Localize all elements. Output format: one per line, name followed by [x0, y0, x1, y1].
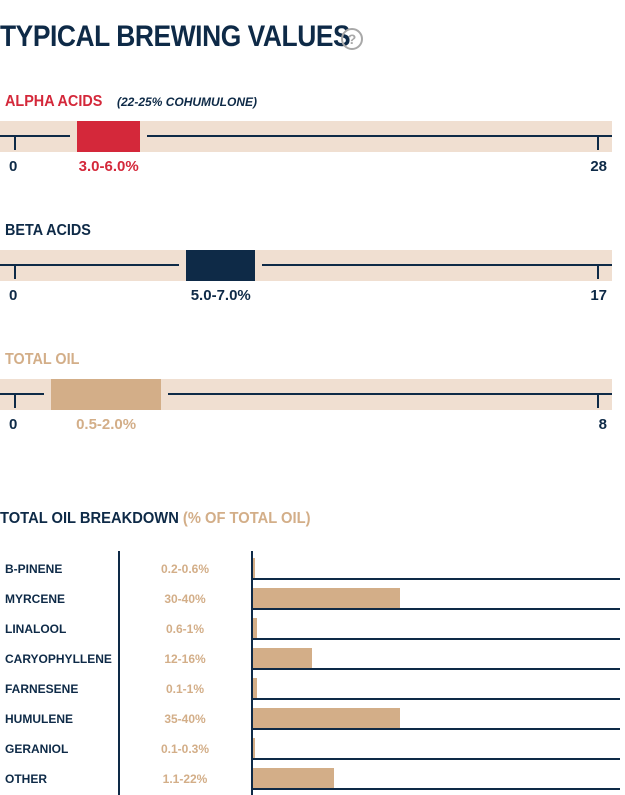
page-title: TYPICAL BREWING VALUES	[0, 20, 351, 53]
oil-range-label: 0.1-0.3%	[160, 742, 210, 756]
total-oil-max-label: 8	[598, 416, 607, 433]
oil-row-baseline	[253, 758, 620, 760]
beta-acids-label: BETA ACIDS	[5, 222, 91, 239]
oil-row-baseline	[253, 608, 620, 610]
oil-bar	[253, 768, 334, 788]
oil-range-label: 0.6-1%	[165, 622, 205, 636]
oil-name-label: CARYOPHYLLENE	[5, 652, 112, 666]
total-oil-min-label: 0	[9, 416, 18, 433]
oil-name-label: HUMULENE	[5, 712, 73, 726]
oil-breakdown-title-main: TOTAL OIL BREAKDOWN	[0, 510, 179, 527]
oil-bar	[253, 708, 400, 728]
oil-row-baseline	[253, 578, 620, 580]
oil-name-label: FARNESENE	[5, 682, 79, 696]
alpha-acids-line-right	[147, 135, 612, 137]
alpha-acids-range-label: 3.0-6.0%	[78, 158, 139, 175]
beta-acids-max-label: 17	[590, 287, 607, 304]
oil-row-baseline	[253, 698, 620, 700]
oil-bar	[253, 558, 255, 578]
oil-bar	[253, 738, 255, 758]
alpha-acids-line-left	[0, 135, 70, 137]
beta-acids-line-left	[0, 264, 179, 266]
total-oil-line-left	[0, 393, 44, 395]
question-circle-icon[interactable]: ?	[341, 28, 363, 50]
oil-range-label: 1.1-22%	[162, 772, 208, 786]
total-oil-range-bar	[51, 379, 160, 410]
oil-name-label: LINALOOL	[5, 622, 67, 636]
oil-range-label: 0.2-0.6%	[160, 562, 210, 576]
alpha-acids-tick-min	[14, 136, 16, 150]
oil-range-label: 0.1-1%	[165, 682, 205, 696]
alpha-acids-label: ALPHA ACIDS	[5, 93, 103, 110]
oil-range-label: 35-40%	[164, 712, 206, 726]
oil-row-baseline	[253, 668, 620, 670]
oil-row-baseline	[253, 638, 620, 640]
oil-name-divider	[118, 551, 120, 795]
total-oil-range-label: 0.5-2.0%	[76, 416, 137, 433]
alpha-acids-tick-max	[597, 136, 599, 150]
oil-bar	[253, 618, 257, 638]
alpha-acids-range-bar	[77, 121, 139, 152]
alpha-acids-max-label: 28	[590, 158, 607, 175]
oil-name-label: B-PINENE	[5, 562, 63, 576]
total-oil-tick-min	[14, 394, 16, 408]
oil-row-baseline	[253, 728, 620, 730]
oil-name-label: OTHER	[5, 772, 47, 786]
beta-acids-tick-max	[597, 265, 599, 279]
beta-acids-tick-min	[14, 265, 16, 279]
alpha-acids-note: (22-25% COHUMULONE)	[117, 95, 258, 109]
beta-acids-min-label: 0	[9, 287, 18, 304]
oil-breakdown-subtitle: (% OF TOTAL OIL)	[182, 510, 311, 527]
oil-name-label: MYRCENE	[5, 592, 66, 606]
total-oil-line-right	[168, 393, 612, 395]
total-oil-tick-max	[597, 394, 599, 408]
alpha-acids-min-label: 0	[9, 158, 18, 175]
oil-breakdown-title	[0, 510, 310, 528]
oil-name-label: GERANIOL	[5, 742, 69, 756]
oil-bar	[253, 648, 312, 668]
oil-range-label: 12-16%	[164, 652, 206, 666]
beta-acids-line-right	[262, 264, 612, 266]
beta-acids-range-bar	[186, 250, 255, 281]
oil-bar	[253, 678, 257, 698]
oil-range-label: 30-40%	[164, 592, 206, 606]
oil-row-baseline	[253, 788, 620, 790]
beta-acids-range-label: 5.0-7.0%	[190, 287, 251, 304]
oil-bar	[253, 588, 400, 608]
total-oil-label: TOTAL OIL	[5, 351, 80, 368]
